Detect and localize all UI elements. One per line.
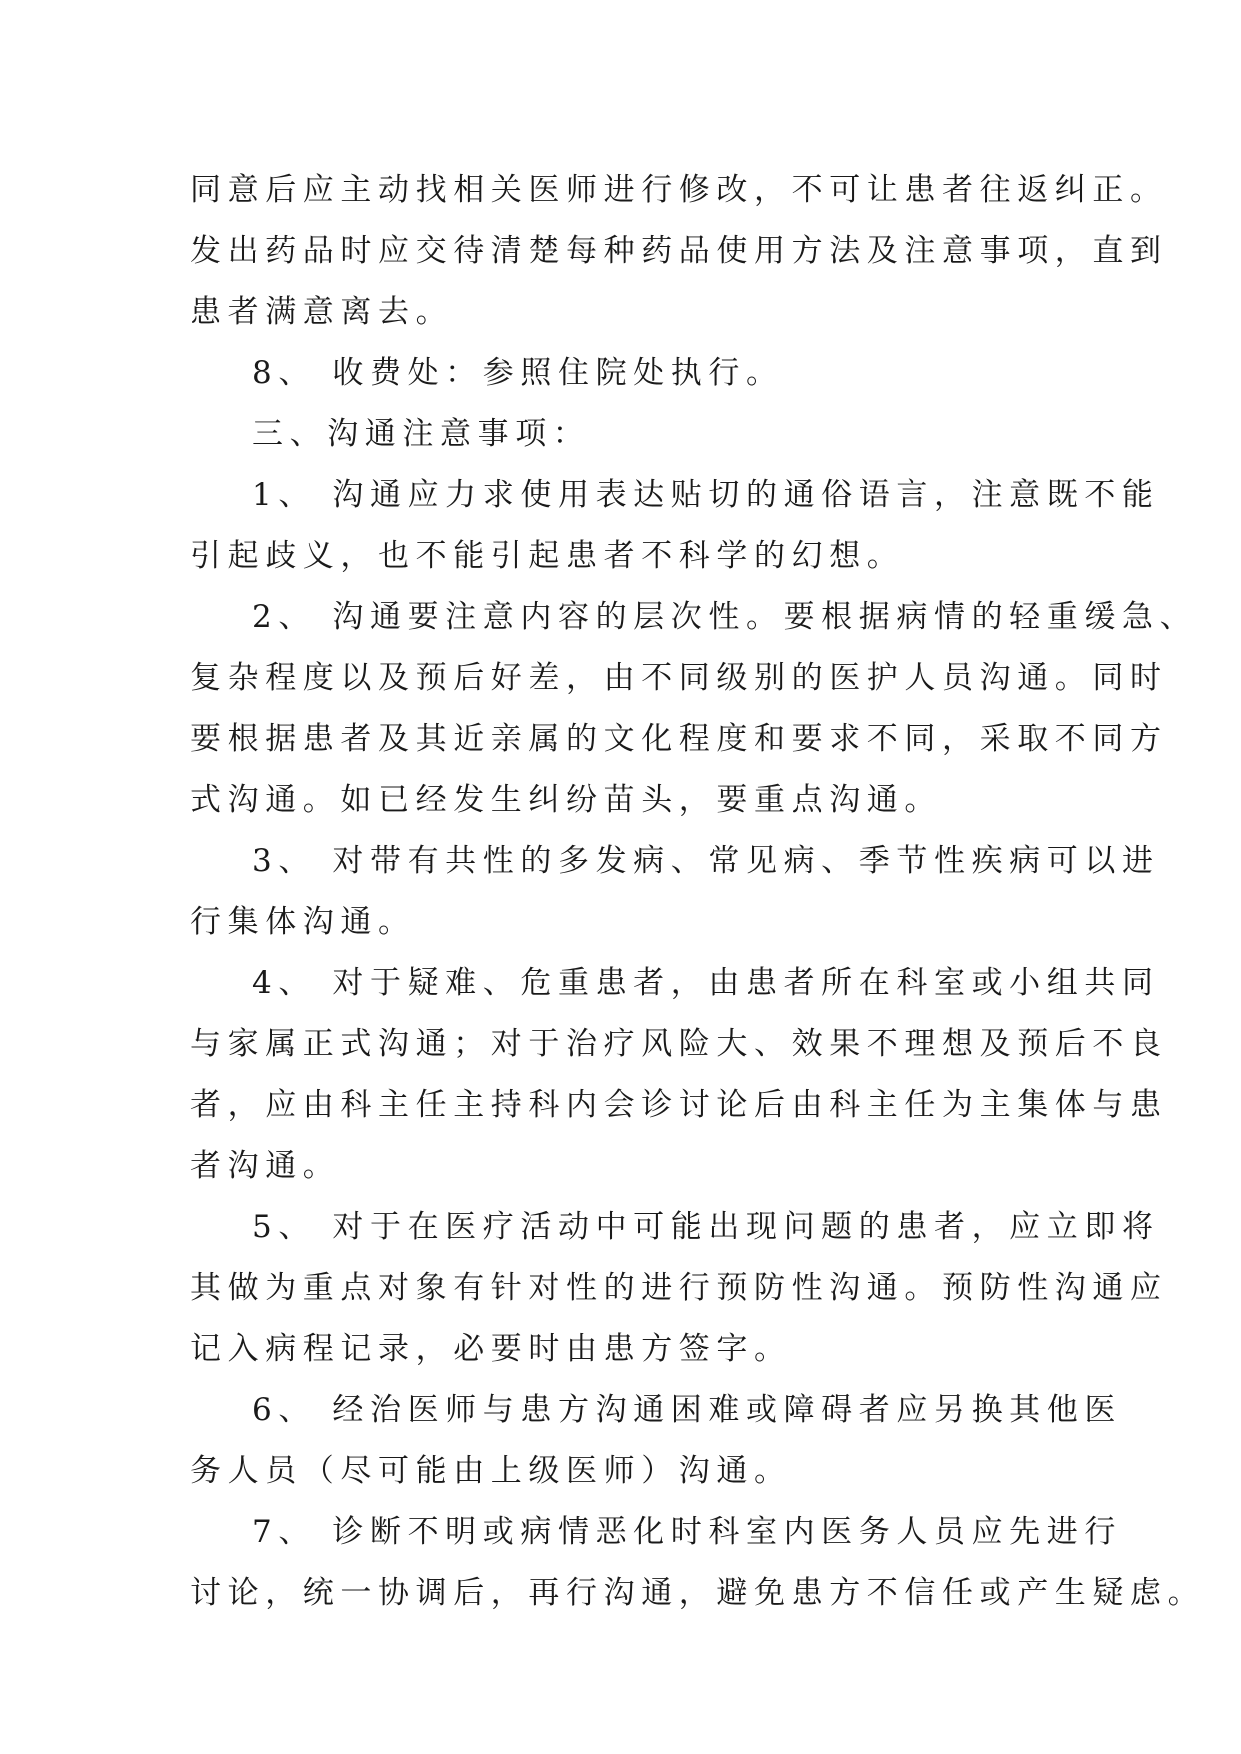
text-line: 讨论，统一协调后，再行沟通，避免患方不信任或产生疑虑。 bbox=[190, 1575, 1206, 1611]
paragraph-first-line: 5、 对于在医疗活动中可能出现问题的患者，应立即将 bbox=[252, 1209, 1160, 1245]
text-line: 记入病程记录，必要时由患方签字。 bbox=[190, 1331, 792, 1367]
paragraph-first-line: 7、 诊断不明或病情恶化时科室内医务人员应先进行 bbox=[252, 1514, 1122, 1550]
text-line: 同意后应主动找相关医师进行修改，不可让患者往返纠正。 bbox=[190, 172, 1168, 208]
section-heading: 三、沟通注意事项： bbox=[252, 416, 591, 452]
document-page bbox=[190, 160, 1206, 1624]
text-line: 行集体沟通。 bbox=[190, 904, 416, 940]
text-line: 患者满意离去。 bbox=[190, 294, 454, 330]
text-line: 者，应由科主任主持科内会诊讨论后由科主任为主集体与患 bbox=[190, 1087, 1168, 1123]
paragraph-first-line: 6、 经治医师与患方沟通困难或障碍者应另换其他医 bbox=[252, 1392, 1122, 1428]
text-line: 务人员（尽可能由上级医师）沟通。 bbox=[190, 1453, 792, 1489]
paragraph-first-line: 4、 对于疑难、危重患者，由患者所在科室或小组共同 bbox=[252, 965, 1160, 1001]
text-line: 复杂程度以及预后好差，由不同级别的医护人员沟通。同时 bbox=[190, 660, 1168, 696]
text-line: 发出药品时应交待清楚每种药品使用方法及注意事项，直到 bbox=[190, 233, 1168, 269]
text-line: 者沟通。 bbox=[190, 1148, 341, 1184]
text-line: 其做为重点对象有针对性的进行预防性沟通。预防性沟通应 bbox=[190, 1270, 1168, 1306]
paragraph-first-line: 1、 沟通应力求使用表达贴切的通俗语言，注意既不能 bbox=[252, 477, 1160, 513]
text-line: 与家属正式沟通；对于治疗风险大、效果不理想及预后不良 bbox=[190, 1026, 1168, 1062]
text-line: 引起歧义，也不能引起患者不科学的幻想。 bbox=[190, 538, 905, 574]
text-line: 式沟通。如已经发生纠纷苗头，要重点沟通。 bbox=[190, 782, 942, 818]
paragraph-first-line: 8、 收费处：参照住院处执行。 bbox=[252, 355, 784, 391]
paragraph-first-line: 2、 沟通要注意内容的层次性。要根据病情的轻重缓急、 bbox=[252, 599, 1198, 635]
paragraph-first-line: 3、 对带有共性的多发病、常见病、季节性疾病可以进 bbox=[252, 843, 1160, 879]
text-line: 要根据患者及其近亲属的文化程度和要求不同，采取不同方 bbox=[190, 721, 1168, 757]
